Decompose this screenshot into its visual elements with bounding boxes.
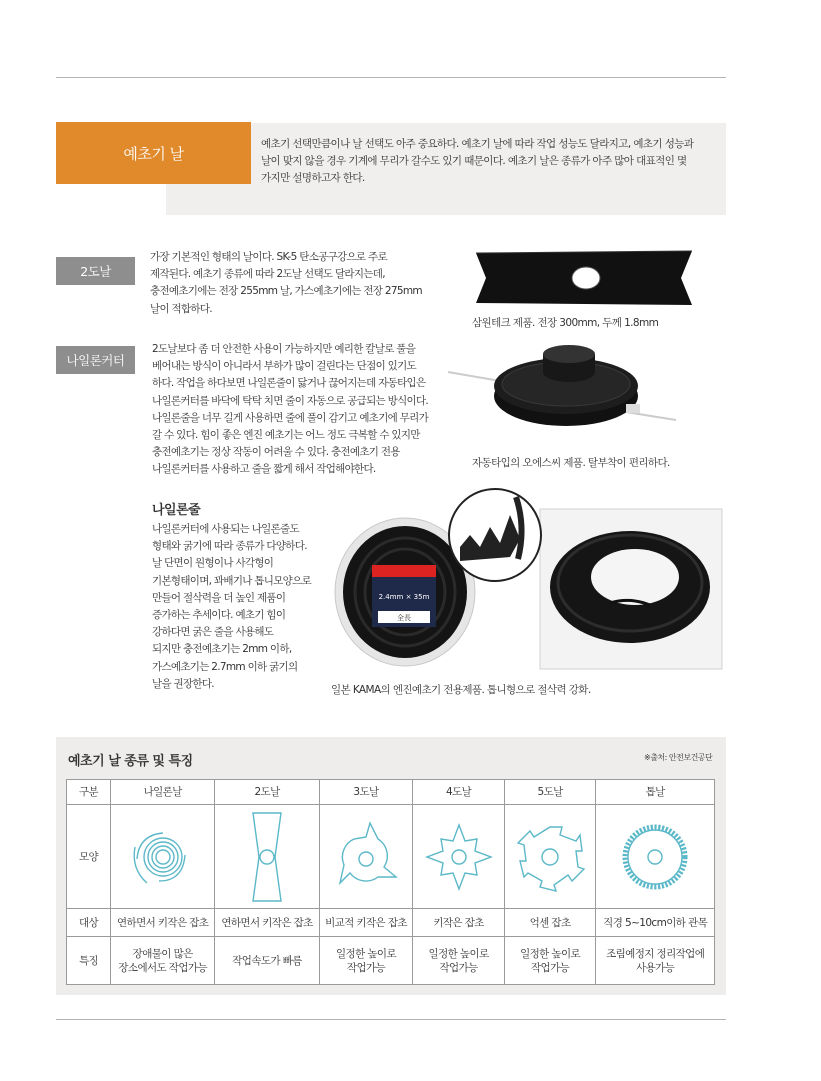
nylon-cutter-caption: 자동타입의 오에스씨 제품. 탈부착이 편리하다. — [472, 457, 670, 469]
two-blade-icon — [237, 809, 297, 905]
row-label-feature: 특징 — [67, 937, 111, 985]
two-blade-photo — [470, 247, 700, 309]
target-cell: 직경 5~10cm이하 관목 — [596, 909, 715, 937]
nylon-cutter-description: 2도날보다 좀 더 안전한 사용이 가능하지만 예리한 칼날로 풀을 베어내는 방식이 아니라서 부하가 많이 걸린다는 단점이 있기도 하다. 작업을 하다보면 나일론줄이 닳거나 끊어지는데 자동타입은 나일론커터를 바닥에 탁탁 치면 줄이 자동으로 공급되는 방식이다. 나일론줄을 너무 길게 사용하면 줄에 풀이 감기고 예초기에 무리가 갈 수 있다. 힘이 좋은 엔진 예초기는 어느 정도 극복할 수 있지만 충전예초기는 정상 작동이 어려울 수 있다. 충전예초기 전용 나일론커터를 사용하고 줄을 짧게 해서 작업해야한다. — [152, 343, 429, 476]
feature-cell: 일정한 높이로 작업가능 — [504, 937, 596, 985]
bottom-divider — [56, 1019, 726, 1020]
table-source: ※출처: 안전보건공단 — [644, 753, 713, 762]
three-blade-icon — [326, 817, 406, 897]
column-header: 2도날 — [215, 780, 319, 805]
feature-cell: 일정한 높이로 작업가능 — [319, 937, 413, 985]
target-cell: 연하면서 키작은 잡초 — [215, 909, 319, 937]
feature-cell: 일정한 높이로 작업가능 — [413, 937, 505, 985]
intro-text: 예초기 선택만큼이나 날 선택도 아주 중요하다. 예초기 날에 따라 작업 성능도 달라지고, 예초기 성능과 날이 맞지 않을 경우 기계에 무리가 갈수도 있기 때문이다. 예초기 날은 종류가 아주 많아 대표적인 몇 가지만 설명하고자 한다. — [261, 138, 694, 184]
feature-cell: 작업속도가 빠름 — [215, 937, 319, 985]
table-title: 예초기 날 종류 및 특징 — [68, 754, 193, 769]
two-blade-caption: 삼원테크 제품. 전장 300mm, 두께 1.8mm — [472, 317, 659, 329]
nylon-line-description: 나일론커터에 사용되는 나일론줄도 형태와 굵기에 따라 종류가 다양하다. 날 단면이 원형이나 사각형이 기본형태이며, 꽈배기나 톱니모양으로 만들어 절삭력을 더 높인 제품이 증가하는 추세이다. 예초기 힘이 강하다면 굵은 줄을 사용해도 되지만 충전예초기는 2mm 이하, 가스예초기는 2.7mm 이하 굵기의 날을 권장한다. — [152, 523, 312, 690]
four-blade-icon — [419, 817, 499, 897]
row-label-target: 대상 — [67, 909, 111, 937]
nylon-cutter-tag: 나일론커터 — [56, 346, 135, 374]
table-row — [67, 780, 715, 805]
spool-small-label: 全長 — [397, 614, 411, 622]
row-label-category: 구분 — [67, 780, 111, 805]
nylon-blade-icon — [123, 817, 203, 897]
nylon-line-heading: 나일론줄 — [152, 503, 201, 518]
column-header: 5도날 — [504, 780, 596, 805]
nylon-cutter-photo — [446, 340, 678, 440]
target-cell: 키작은 잡초 — [413, 909, 505, 937]
two-blade-description: 가장 기본적인 형태의 날이다. SK-5 탄소공구강으로 주로 제작된다. 예초기 종류에 따라 2도날 선택도 달라지는데, 충전예초기에는 전장 255mm 날, 가스예초기에는 전장 275mm 날이 적합하다. — [150, 251, 422, 315]
five-blade-icon — [510, 817, 590, 897]
column-header: 3도날 — [319, 780, 413, 805]
spool-label: 2.4mm × 35m — [378, 593, 430, 601]
top-divider — [56, 77, 726, 78]
nylon-line-photo — [330, 487, 730, 677]
column-header: 톱날 — [596, 780, 715, 805]
target-cell: 연하면서 키작은 잡초 — [111, 909, 215, 937]
blade-types-table — [66, 779, 715, 985]
target-cell: 억센 잡초 — [504, 909, 596, 937]
two-blade-tag: 2도날 — [56, 257, 135, 285]
row-label-shape: 모양 — [67, 805, 111, 909]
saw-blade-icon — [615, 817, 695, 897]
feature-cell: 장애물이 많은 장소에서도 작업가능 — [111, 937, 215, 985]
nylon-line-caption: 일본 KAMA의 엔진예초기 전용제품. 톱니형으로 절삭력 강화. — [331, 684, 591, 696]
feature-cell: 조림예정지 정리작업에 사용가능 — [596, 937, 715, 985]
column-header: 4도날 — [413, 780, 505, 805]
table-row — [67, 805, 715, 909]
table-row — [67, 937, 715, 985]
target-cell: 비교적 키작은 잡초 — [319, 909, 413, 937]
column-header: 나일론날 — [111, 780, 215, 805]
table-row — [67, 909, 715, 937]
section-title: 예초기 날 — [56, 122, 251, 184]
